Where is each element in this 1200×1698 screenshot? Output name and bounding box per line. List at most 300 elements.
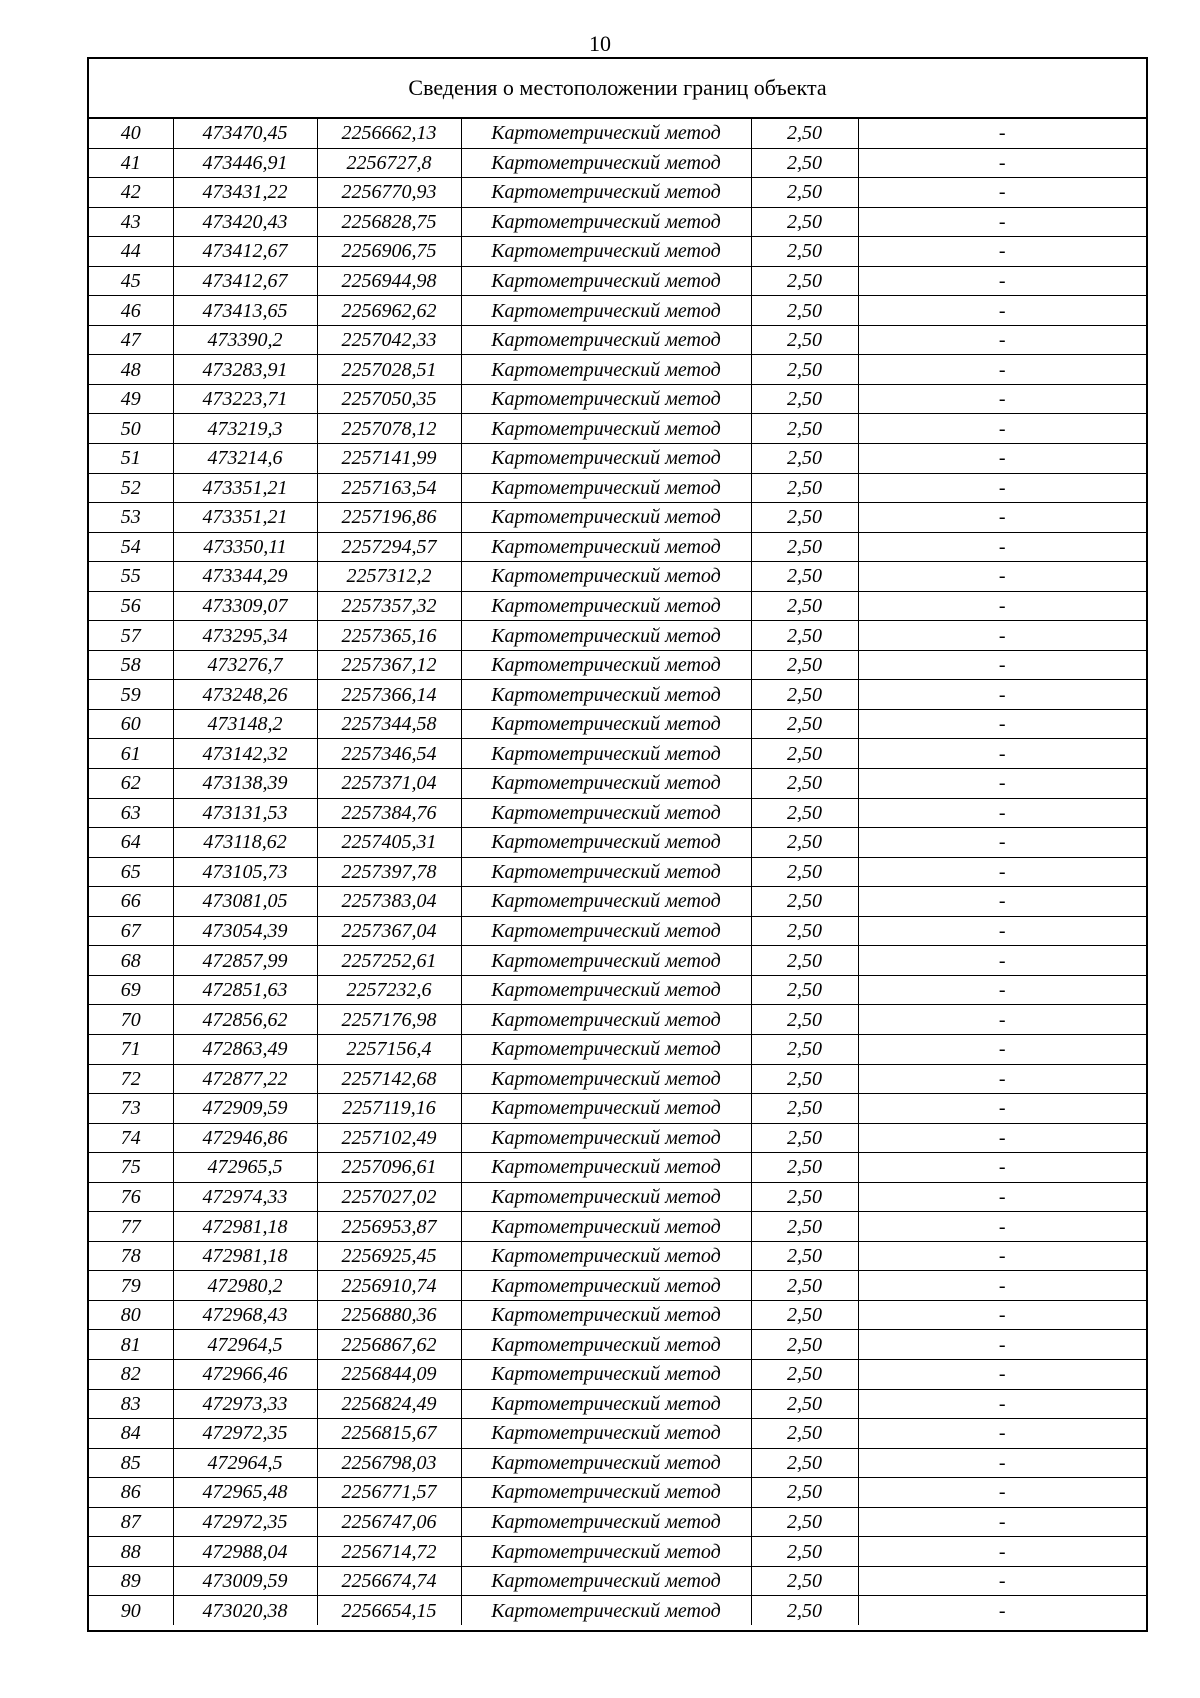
point-number-cell: 76 [89,1182,173,1212]
method-cell: Картометрический метод [461,207,751,237]
accuracy-cell: 2,50 [751,266,858,296]
y-coordinate-cell: 2257042,33 [317,325,461,355]
description-cell: - [858,975,1146,1005]
table-row [89,325,1146,355]
method-cell: Картометрический метод [461,237,751,267]
accuracy-cell: 2,50 [751,1359,858,1389]
point-number-cell: 71 [89,1034,173,1064]
y-coordinate-cell: 2257050,35 [317,384,461,414]
accuracy-cell: 2,50 [751,916,858,946]
accuracy-cell: 2,50 [751,325,858,355]
method-cell: Картометрический метод [461,119,751,148]
point-number-cell: 63 [89,798,173,828]
y-coordinate-cell: 2257028,51 [317,355,461,385]
method-cell: Картометрический метод [461,1094,751,1124]
x-coordinate-cell: 473148,2 [173,709,317,739]
accuracy-cell: 2,50 [751,1507,858,1537]
table-row [89,1359,1146,1389]
x-coordinate-cell: 473054,39 [173,916,317,946]
y-coordinate-cell: 2257252,61 [317,946,461,976]
method-cell: Картометрический метод [461,1005,751,1035]
x-coordinate-cell: 473131,53 [173,798,317,828]
method-cell: Картометрический метод [461,1300,751,1330]
table-row [89,769,1146,799]
table-row [89,798,1146,828]
x-coordinate-cell: 472909,59 [173,1094,317,1124]
table-row [89,1300,1146,1330]
x-coordinate-cell: 473223,71 [173,384,317,414]
table-row [89,1212,1146,1242]
y-coordinate-cell: 2256747,06 [317,1507,461,1537]
table-row [89,1419,1146,1449]
method-cell: Картометрический метод [461,266,751,296]
y-coordinate-cell: 2256828,75 [317,207,461,237]
x-coordinate-cell: 473276,7 [173,650,317,680]
point-number-cell: 53 [89,503,173,533]
description-cell: - [858,946,1146,976]
description-cell: - [858,1123,1146,1153]
description-cell: - [858,1566,1146,1596]
method-cell: Картометрический метод [461,1034,751,1064]
y-coordinate-cell: 2256662,13 [317,119,461,148]
method-cell: Картометрический метод [461,473,751,503]
table-row [89,119,1146,148]
x-coordinate-cell: 472974,33 [173,1182,317,1212]
point-number-cell: 49 [89,384,173,414]
x-coordinate-cell: 472980,2 [173,1271,317,1301]
table-row [89,1596,1146,1625]
method-cell: Картометрический метод [461,887,751,917]
y-coordinate-cell: 2257119,16 [317,1094,461,1124]
table-row [89,1537,1146,1567]
description-cell: - [858,1537,1146,1567]
table-row [89,1005,1146,1035]
point-number-cell: 56 [89,591,173,621]
y-coordinate-cell: 2256674,74 [317,1566,461,1596]
point-number-cell: 57 [89,621,173,651]
point-number-cell: 58 [89,650,173,680]
x-coordinate-cell: 473081,05 [173,887,317,917]
x-coordinate-cell: 472981,18 [173,1212,317,1242]
x-coordinate-cell: 472856,62 [173,1005,317,1035]
description-cell: - [858,1094,1146,1124]
accuracy-cell: 2,50 [751,1478,858,1508]
point-number-cell: 60 [89,709,173,739]
description-cell: - [858,1034,1146,1064]
description-cell: - [858,119,1146,148]
description-cell: - [858,1389,1146,1419]
y-coordinate-cell: 2256771,57 [317,1478,461,1508]
table-row [89,562,1146,592]
method-cell: Картометрический метод [461,562,751,592]
description-cell: - [858,1005,1146,1035]
table-row [89,1271,1146,1301]
table-row [89,828,1146,858]
accuracy-cell: 2,50 [751,1300,858,1330]
point-number-cell: 54 [89,532,173,562]
y-coordinate-cell: 2257176,98 [317,1005,461,1035]
accuracy-cell: 2,50 [751,591,858,621]
x-coordinate-cell: 473295,34 [173,621,317,651]
description-cell: - [858,1478,1146,1508]
method-cell: Картометрический метод [461,1153,751,1183]
page-number: 10 [589,31,611,56]
method-cell: Картометрический метод [461,1241,751,1271]
x-coordinate-cell: 473009,59 [173,1566,317,1596]
y-coordinate-cell: 2257405,31 [317,828,461,858]
description-cell: - [858,1153,1146,1183]
method-cell: Картометрический метод [461,916,751,946]
x-coordinate-cell: 473420,43 [173,207,317,237]
point-number-cell: 78 [89,1241,173,1271]
point-number-cell: 65 [89,857,173,887]
method-cell: Картометрический метод [461,1359,751,1389]
point-number-cell: 62 [89,769,173,799]
description-cell: - [858,562,1146,592]
point-number-cell: 83 [89,1389,173,1419]
accuracy-cell: 2,50 [751,414,858,444]
y-coordinate-cell: 2256770,93 [317,178,461,208]
y-coordinate-cell: 2256727,8 [317,148,461,178]
y-coordinate-cell: 2257027,02 [317,1182,461,1212]
description-cell: - [858,532,1146,562]
table-row [89,503,1146,533]
point-number-cell: 85 [89,1448,173,1478]
point-number-cell: 40 [120,122,141,145]
x-coordinate-cell: 472965,5 [173,1153,317,1183]
table-row [89,621,1146,651]
table-row [89,1448,1146,1478]
accuracy-cell: 2,50 [751,532,858,562]
method-cell: Картометрический метод [461,148,751,178]
description-cell: - [858,650,1146,680]
method-cell: Картометрический метод [461,1507,751,1537]
y-coordinate-cell: 2257357,32 [317,591,461,621]
y-coordinate-cell: 2256867,62 [317,1330,461,1360]
accuracy-cell: 2,50 [751,237,858,267]
x-coordinate-cell: 473390,2 [173,325,317,355]
x-coordinate-cell: 473138,39 [173,769,317,799]
y-coordinate-cell: 2257196,86 [317,503,461,533]
x-coordinate-cell: 473248,26 [173,680,317,710]
y-coordinate-cell: 2257232,6 [317,975,461,1005]
method-cell: Картометрический метод [461,709,751,739]
y-coordinate-cell: 2256962,62 [317,296,461,326]
x-coordinate-cell: 473446,91 [173,148,317,178]
method-cell: Картометрический метод [461,1596,751,1625]
x-coordinate-cell: 472964,5 [173,1448,317,1478]
point-number-cell: 50 [89,414,173,444]
x-coordinate-cell: 472877,22 [173,1064,317,1094]
table-row [89,1478,1146,1508]
description-cell: - [858,207,1146,237]
method-cell: Картометрический метод [461,1212,751,1242]
description-cell: - [858,798,1146,828]
accuracy-cell: 2,50 [751,798,858,828]
description-cell: - [858,178,1146,208]
description-cell: - [858,1271,1146,1301]
description-cell: - [858,1064,1146,1094]
accuracy-cell: 2,50 [751,1005,858,1035]
table-row [89,207,1146,237]
point-number-cell: 89 [89,1566,173,1596]
method-cell: Картометрический метод [461,355,751,385]
x-coordinate-cell: 472857,99 [173,946,317,976]
method-cell: Картометрический метод [461,444,751,474]
accuracy-cell: 2,50 [751,1064,858,1094]
table-row [89,946,1146,976]
description-cell: - [858,1507,1146,1537]
table-row [89,1566,1146,1596]
method-cell: Картометрический метод [461,1064,751,1094]
table-row [89,1182,1146,1212]
accuracy-cell: 2,50 [751,1034,858,1064]
accuracy-cell: 2,50 [751,946,858,976]
description-cell: - [858,325,1146,355]
point-number-cell: 68 [89,946,173,976]
accuracy-cell: 2,50 [751,1153,858,1183]
description-cell: - [858,1182,1146,1212]
y-coordinate-cell: 2257078,12 [317,414,461,444]
accuracy-cell: 2,50 [751,857,858,887]
method-cell: Картометрический метод [461,828,751,858]
method-cell: Картометрический метод [461,975,751,1005]
point-number-cell: 90 [89,1596,173,1625]
accuracy-cell: 2,50 [751,503,858,533]
y-coordinate-cell: 2257163,54 [317,473,461,503]
x-coordinate-cell: 472973,33 [173,1389,317,1419]
y-coordinate-cell: 2257142,68 [317,1064,461,1094]
table-row [89,650,1146,680]
point-number-cell: 47 [89,325,173,355]
point-number-cell: 64 [89,828,173,858]
accuracy-cell: 2,50 [751,473,858,503]
description-cell: - [858,1330,1146,1360]
method-cell: Картометрический метод [461,739,751,769]
y-coordinate-cell: 2257096,61 [317,1153,461,1183]
x-coordinate-cell: 472966,46 [173,1359,317,1389]
method-cell: Картометрический метод [461,1123,751,1153]
y-coordinate-cell: 2257365,16 [317,621,461,651]
x-coordinate-cell: 473413,65 [173,296,317,326]
table-body [89,119,1146,1625]
accuracy-cell: 2,50 [751,1123,858,1153]
accuracy-cell: 2,50 [751,148,858,178]
x-coordinate-cell: 472851,63 [173,975,317,1005]
point-number-cell: 73 [89,1094,173,1124]
y-coordinate-cell: 2256925,45 [317,1241,461,1271]
point-number-cell: 69 [89,975,173,1005]
point-number-cell: 55 [89,562,173,592]
description-cell: - [858,414,1146,444]
point-number-cell: 72 [89,1064,173,1094]
accuracy-cell: 2,50 [751,296,858,326]
method-cell: Картометрический метод [461,296,751,326]
table-row [89,1241,1146,1271]
accuracy-cell: 2,50 [751,207,858,237]
method-cell: Картометрический метод [461,680,751,710]
table-row [89,1094,1146,1124]
point-number-cell: 79 [89,1271,173,1301]
accuracy-cell: 2,50 [751,769,858,799]
method-cell: Картометрический метод [461,414,751,444]
table-row [89,178,1146,208]
method-cell: Картометрический метод [461,1566,751,1596]
point-number-cell: 88 [89,1537,173,1567]
description-cell: - [858,591,1146,621]
point-number-cell: 42 [89,178,173,208]
table-row [89,1389,1146,1419]
point-number-cell: 44 [89,237,173,267]
description-cell: - [858,828,1146,858]
description-cell: - [858,1300,1146,1330]
x-coordinate-cell: 472965,48 [173,1478,317,1508]
description-cell: - [858,444,1146,474]
method-cell: Картометрический метод [461,325,751,355]
description-cell: - [858,887,1146,917]
point-number-cell: 43 [89,207,173,237]
table-row [89,680,1146,710]
description-cell: - [858,621,1146,651]
x-coordinate-cell: 473219,3 [173,414,317,444]
point-number-cell: 67 [89,916,173,946]
x-coordinate-cell: 473309,07 [173,591,317,621]
accuracy-cell: 2,50 [751,739,858,769]
accuracy-cell: 2,50 [751,887,858,917]
point-number-cell: 81 [89,1330,173,1360]
table-row [89,591,1146,621]
y-coordinate-cell: 2256944,98 [317,266,461,296]
table-row [89,532,1146,562]
x-coordinate-cell: 473283,91 [173,355,317,385]
description-cell: - [858,1596,1146,1625]
table-row [89,739,1146,769]
x-coordinate-cell: 473350,11 [173,532,317,562]
accuracy-cell: 2,50 [751,1537,858,1567]
method-cell: Картометрический метод [461,1330,751,1360]
accuracy-cell: 2,50 [751,1271,858,1301]
point-number-cell: 87 [89,1507,173,1537]
x-coordinate-cell: 473214,6 [173,444,317,474]
description-cell: - [858,769,1146,799]
accuracy-cell: 2,50 [751,178,858,208]
x-coordinate-cell: 473351,21 [173,503,317,533]
x-coordinate-cell: 473020,38 [173,1596,317,1625]
description-cell: - [858,148,1146,178]
point-number-cell: 41 [89,148,173,178]
accuracy-cell: 2,50 [751,444,858,474]
accuracy-cell: 2,50 [751,650,858,680]
accuracy-cell: 2,50 [751,621,858,651]
coordinates-table [89,119,1146,1625]
accuracy-cell: 2,50 [751,1389,858,1419]
method-cell: Картометрический метод [461,178,751,208]
y-coordinate-cell: 2257346,54 [317,739,461,769]
description-cell: - [858,1448,1146,1478]
x-coordinate-cell: 472968,43 [173,1300,317,1330]
table-row [89,1064,1146,1094]
y-coordinate-cell: 2256815,67 [317,1419,461,1449]
method-cell: Картометрический метод [461,946,751,976]
table-row [89,237,1146,267]
table-row [89,414,1146,444]
x-coordinate-cell: 472946,86 [173,1123,317,1153]
y-coordinate-cell: 2256906,75 [317,237,461,267]
description-cell: - [858,1241,1146,1271]
method-cell: Картометрический метод [461,621,751,651]
x-coordinate-cell: 472981,18 [173,1241,317,1271]
point-number-cell: 86 [89,1478,173,1508]
table-row [89,384,1146,414]
method-cell: Картометрический метод [461,1389,751,1419]
y-coordinate-cell: 2257294,57 [317,532,461,562]
y-coordinate-cell: 2257156,4 [317,1034,461,1064]
accuracy-cell: 2,50 [751,1182,858,1212]
description-cell: - [858,1359,1146,1389]
table-row [89,296,1146,326]
y-coordinate-cell: 2256654,15 [317,1596,461,1625]
table-row [89,1507,1146,1537]
y-coordinate-cell: 2257371,04 [317,769,461,799]
accuracy-cell: 2,50 [751,1094,858,1124]
table-row [89,1123,1146,1153]
method-cell: Картометрический метод [461,384,751,414]
method-cell: Картометрический метод [461,650,751,680]
y-coordinate-cell: 2257367,12 [317,650,461,680]
accuracy-cell: 2,50 [751,1596,858,1625]
point-number-cell: 45 [89,266,173,296]
accuracy-cell: 2,50 [751,1566,858,1596]
point-number-cell: 61 [89,739,173,769]
description-cell: - [858,1419,1146,1449]
y-coordinate-cell: 2256824,49 [317,1389,461,1419]
x-coordinate-cell: 473344,29 [173,562,317,592]
table-row [89,444,1146,474]
description-cell: - [858,473,1146,503]
point-number-cell: 48 [89,355,173,385]
point-number-cell: 66 [89,887,173,917]
table-row [89,709,1146,739]
y-coordinate-cell: 2257366,14 [317,680,461,710]
method-cell: Картометрический метод [461,857,751,887]
y-coordinate-cell: 2257384,76 [317,798,461,828]
y-coordinate-cell: 2256714,72 [317,1537,461,1567]
table-row [89,916,1146,946]
x-coordinate-cell: 473118,62 [173,828,317,858]
point-number-cell: 52 [89,473,173,503]
y-coordinate-cell: 2256880,36 [317,1300,461,1330]
accuracy-cell: 2,50 [751,384,858,414]
description-cell: - [858,739,1146,769]
x-coordinate-cell: 473351,21 [173,473,317,503]
y-coordinate-cell: 2256798,03 [317,1448,461,1478]
point-number-cell: 77 [89,1212,173,1242]
x-coordinate-cell: 473105,73 [173,857,317,887]
description-cell: - [858,680,1146,710]
description-cell: - [858,355,1146,385]
y-coordinate-cell: 2257102,49 [317,1123,461,1153]
table-title: Сведения о местоположении границ объекта [89,59,1146,119]
y-coordinate-cell: 2256844,09 [317,1359,461,1389]
x-coordinate-cell: 473412,67 [173,266,317,296]
y-coordinate-cell: 2257141,99 [317,444,461,474]
accuracy-cell: 2,50 [751,709,858,739]
point-number-cell: 46 [89,296,173,326]
description-cell: - [858,857,1146,887]
y-coordinate-cell: 2256953,87 [317,1212,461,1242]
point-number-cell: 59 [89,680,173,710]
accuracy-cell: 2,50 [751,1448,858,1478]
